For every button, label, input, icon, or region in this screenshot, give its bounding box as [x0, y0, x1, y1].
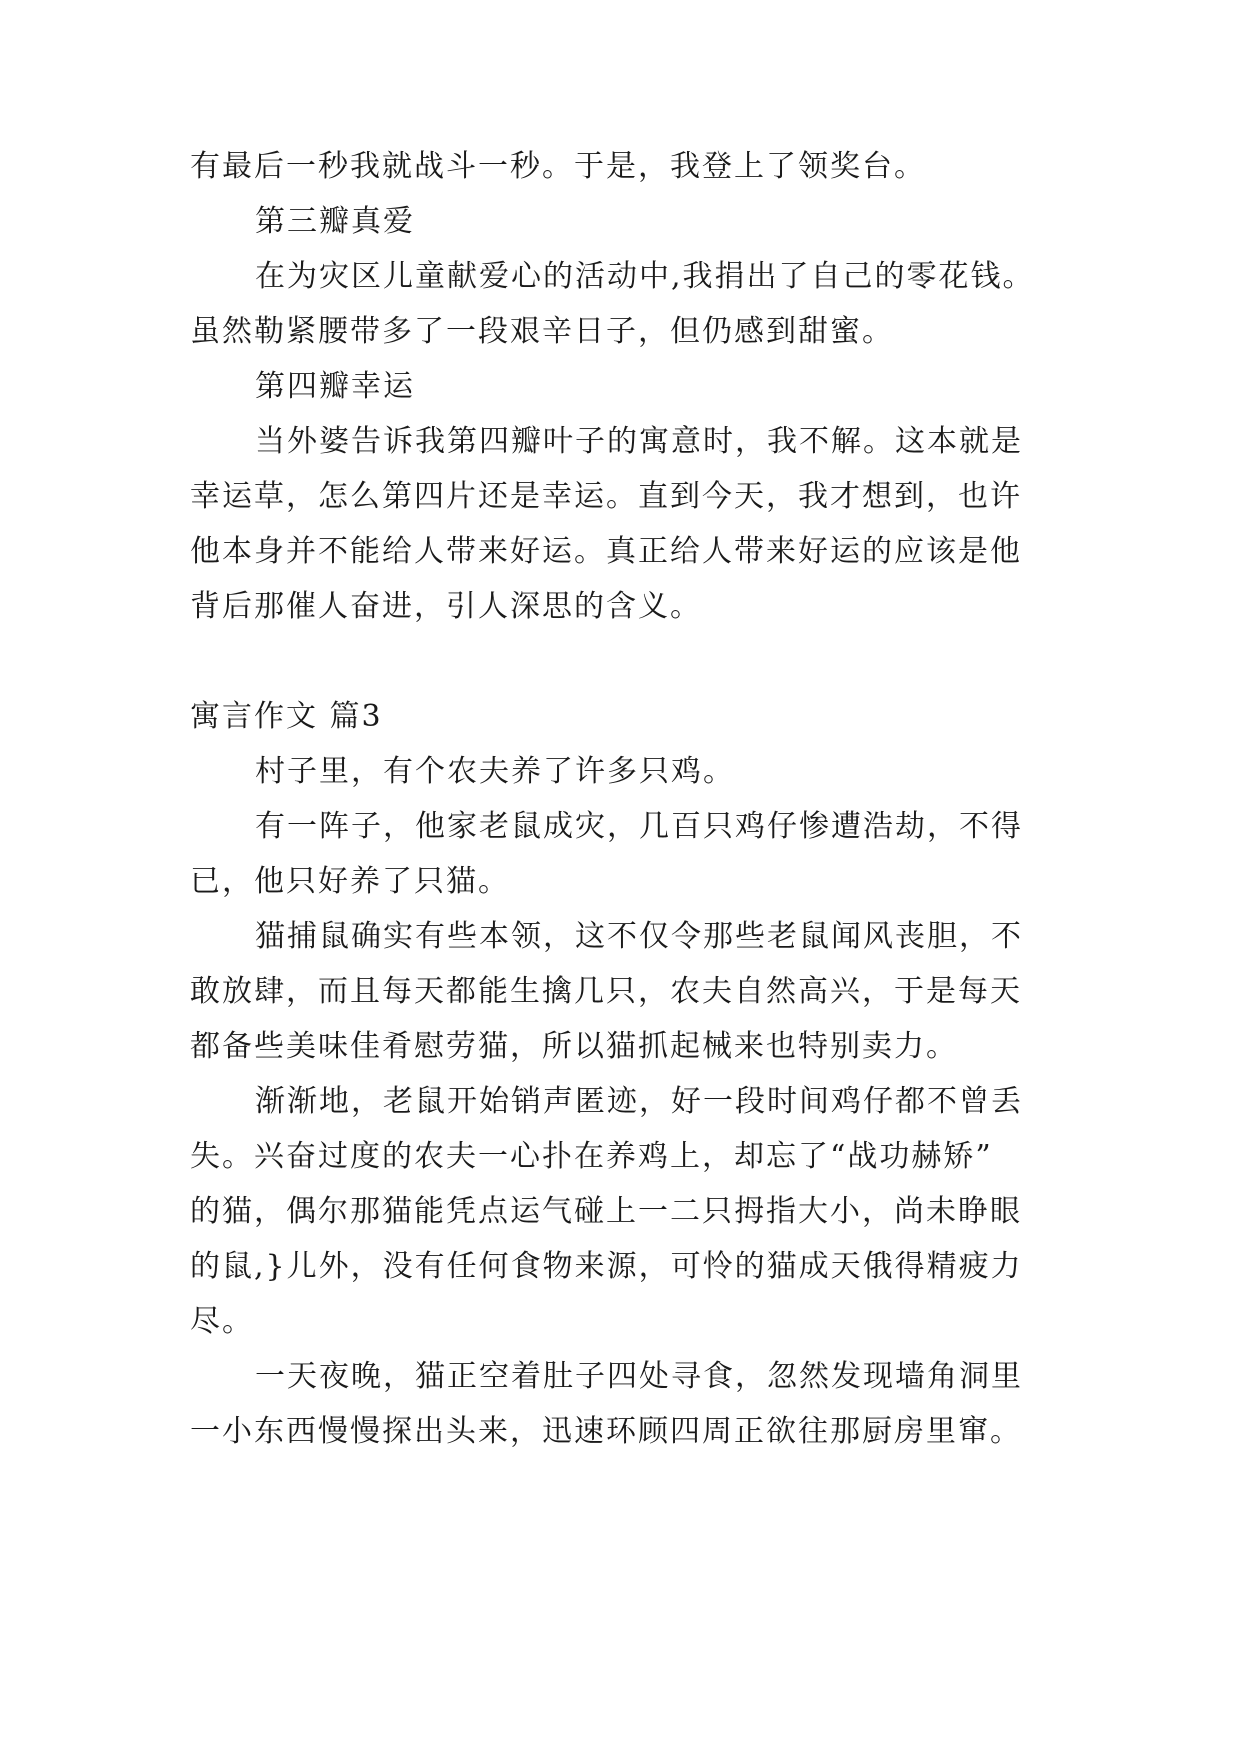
text-line: 在为灾区儿童献爱心的活动中,我捐出了自己的零花钱。 [255, 259, 1035, 294]
section-heading: 第三瓣真爱 [255, 204, 415, 239]
text-line: 有一阵子，他家老鼠成灾，几百只鸡仔惨遭浩劫，不得 [255, 809, 1023, 844]
text-line: 虽然勒紧腰带多了一段艰辛日子，但仍感到甜蜜。 [190, 314, 894, 349]
text-line: 村子里，有个农夫养了许多只鸡。 [255, 754, 735, 789]
text-line: 的猫，偶尔那猫能凭点运气碰上一二只拇指大小，尚未睁眼 [190, 1194, 1022, 1229]
text-line: 的鼠,}儿外，没有任何食物来源，可怜的猫成天俄得精疲力 [190, 1249, 1023, 1284]
section-heading: 第四瓣幸运 [255, 369, 415, 404]
text-line: 猫捕鼠确实有些本领，这不仅令那些老鼠闻风丧胆，不 [255, 919, 1023, 954]
text-line: 有最后一秒我就战斗一秒。于是，我登上了领奖台。 [190, 149, 926, 184]
article-title: 寓言作文 篇3 [190, 699, 383, 734]
text-line: 敢放肆，而且每天都能生擒几只，农夫自然高兴，于是每天 [190, 974, 1022, 1009]
text-line: 一天夜晚，猫正空着肚子四处寻食，忽然发现墙角洞里 [255, 1359, 1023, 1394]
text-line: 当外婆告诉我第四瓣叶子的寓意时，我不解。这本就是 [255, 424, 1023, 459]
text-line: 失。兴奋过度的农夫一心扑在养鸡上，却忘了“战功赫矫” [190, 1139, 993, 1174]
text-line: 尽。 [190, 1304, 254, 1339]
text-line: 他本身并不能给人带来好运。真正给人带来好运的应该是他 [190, 534, 1022, 569]
text-line: 一小东西慢慢探出头来，迅速环顾四周正欲往那厨房里窜。 [190, 1414, 1022, 1449]
text-line: 背后那催人奋进，引人深思的含义。 [190, 589, 702, 624]
text-line: 已，他只好养了只猫。 [190, 864, 510, 899]
text-line: 渐渐地，老鼠开始销声匿迹，好一段时间鸡仔都不曾丢 [255, 1084, 1023, 1119]
text-line: 都备些美味佳肴慰劳猫，所以猫抓起械来也特别卖力。 [190, 1029, 958, 1064]
text-line: 幸运草，怎么第四片还是幸运。直到今天，我才想到，也许 [190, 479, 1022, 514]
